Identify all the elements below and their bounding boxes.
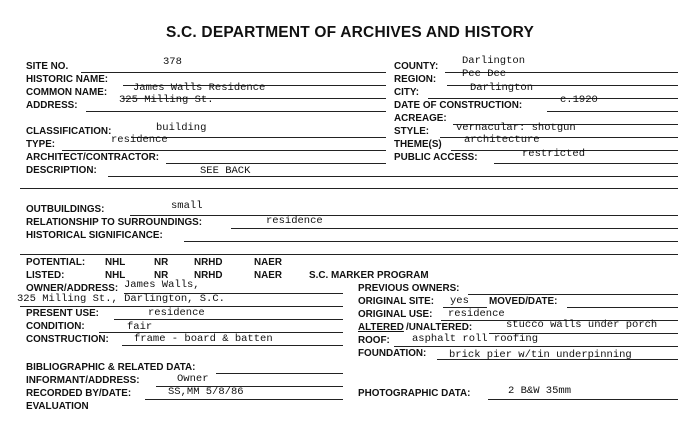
original-use-label: ORIGINAL USE: — [358, 308, 433, 320]
common-name-label: COMMON NAME: — [26, 86, 108, 98]
original-use-value: residence — [448, 308, 505, 320]
date-of-construction-label: DATE OF CONSTRUCTION: — [394, 99, 523, 111]
classification-value: building — [156, 122, 207, 134]
public-access-label: PUBLIC ACCESS: — [394, 151, 478, 163]
potential-nrhd: NRHD — [194, 256, 223, 268]
altered-value: stucco walls under porch — [506, 319, 658, 331]
moved-date-line — [567, 307, 678, 308]
acreage-label: ACREAGE: — [394, 112, 447, 124]
marker-program-label: S.C. MARKER PROGRAM — [309, 269, 429, 281]
roof-label: ROOF: — [358, 334, 390, 346]
informant-value: Owner — [177, 373, 209, 385]
previous-owners-label: PREVIOUS OWNERS: — [358, 282, 460, 294]
present-use-line — [114, 319, 343, 320]
potential-naer: NAER — [254, 256, 282, 268]
site-no-value: 378 — [163, 56, 182, 68]
listed-nhl: NHL — [105, 269, 126, 281]
outbuildings-line — [130, 215, 678, 216]
address-line — [86, 111, 386, 112]
public-access-value: restricted — [522, 148, 586, 160]
potential-nr: NR — [154, 256, 169, 268]
significance-line-2 — [20, 254, 678, 255]
listed-naer: NAER — [254, 269, 282, 281]
construction-label: CONSTRUCTION: — [26, 333, 109, 345]
potential-nhl: NHL — [105, 256, 126, 268]
informant-label: INFORMANT/ADDRESS: — [26, 374, 140, 386]
foundation-label: FOUNDATION: — [358, 347, 427, 359]
form-title: S.C. DEPARTMENT OF ARCHIVES AND HISTORY — [165, 24, 535, 41]
listed-nr: NR — [154, 269, 169, 281]
architect-label: ARCHITECT/CONTRACTOR: — [26, 151, 160, 163]
condition-value: fair — [127, 321, 153, 333]
city-label: CITY: — [394, 86, 420, 98]
roof-value: asphalt roll roofing — [412, 333, 539, 345]
altered-label: ALTERED — [358, 321, 404, 333]
foundation-value: brick pier w/tin underpinning — [449, 349, 632, 361]
classification-line — [131, 137, 386, 138]
themes-value: architecture — [464, 134, 540, 146]
evaluation-label: EVALUATION — [26, 400, 89, 412]
site-no-line — [81, 72, 386, 73]
recorded-label: RECORDED BY/DATE: — [26, 387, 132, 399]
original-site-value: yes — [450, 295, 469, 307]
type-value: residence — [111, 134, 168, 146]
relationship-line — [231, 228, 678, 229]
address-label: ADDRESS: — [26, 99, 78, 111]
construction-value: frame - board & batten — [134, 333, 273, 345]
listed-label: LISTED: — [26, 269, 65, 281]
photographic-label: PHOTOGRAPHIC DATA: — [358, 387, 471, 399]
date-of-construction-value: c.1920 — [560, 94, 598, 106]
county-value: Darlington — [462, 55, 526, 67]
style-value: vernacular: shotgun — [456, 122, 576, 134]
roof-line — [394, 346, 678, 347]
public-access-line — [494, 163, 678, 164]
historical-significance-line — [184, 241, 678, 242]
outbuildings-value: small — [171, 200, 203, 212]
original-site-label: ORIGINAL SITE: — [358, 295, 435, 307]
date-of-construction-line — [547, 111, 678, 112]
description-line — [108, 176, 678, 177]
region-label: REGION: — [394, 73, 437, 85]
description-line-2 — [20, 188, 678, 189]
recorded-value: SS,MM 5/8/86 — [168, 386, 244, 398]
bibliographic-label: BIBLIOGRAPHIC & RELATED DATA: — [26, 361, 196, 373]
recorded-line — [145, 399, 343, 400]
relationship-value: residence — [266, 215, 323, 227]
county-label: COUNTY: — [394, 60, 439, 72]
type-label: TYPE: — [26, 138, 56, 150]
city-value: Darlington — [470, 82, 534, 94]
architect-line — [166, 163, 386, 164]
relationship-label: RELATIONSHIP TO SURROUNDINGS: — [26, 216, 203, 228]
classification-label: CLASSIFICATION: — [26, 125, 112, 137]
common-name-value: James Walls Residence — [133, 82, 266, 94]
address-value: 325 Milling St. — [119, 94, 214, 106]
present-use-value: residence — [148, 307, 205, 319]
site-no-label: SITE NO. — [26, 60, 69, 72]
construction-line — [122, 345, 343, 346]
bibliographic-line — [216, 373, 343, 374]
historic-name-label: HISTORIC NAME: — [26, 73, 109, 85]
listed-nrhd: NRHD — [194, 269, 223, 281]
condition-label: CONDITION: — [26, 320, 85, 332]
present-use-label: PRESENT USE: — [26, 307, 99, 319]
outbuildings-label: OUTBUILDINGS: — [26, 203, 105, 215]
owner-address-label: OWNER/ADDRESS: — [26, 282, 119, 294]
style-label: STYLE: — [394, 125, 430, 137]
description-value: SEE BACK — [200, 165, 251, 177]
photographic-value: 2 B&W 35mm — [508, 385, 572, 397]
photographic-line — [488, 399, 678, 400]
moved-date-label: MOVED/DATE: — [489, 295, 558, 307]
owner-address-value-2: 325 Milling St., Darlington, S.C. — [17, 293, 225, 305]
owner-address-value: James Walls, — [124, 279, 200, 291]
potential-label: POTENTIAL: — [26, 256, 86, 268]
themes-label: THEME(S) — [394, 138, 442, 150]
region-value: Pee Dee — [462, 68, 507, 80]
description-label: DESCRIPTION: — [26, 164, 97, 176]
unaltered-label: /UNALTERED: — [406, 321, 473, 333]
historical-significance-label: HISTORICAL SIGNIFICANCE: — [26, 229, 163, 241]
